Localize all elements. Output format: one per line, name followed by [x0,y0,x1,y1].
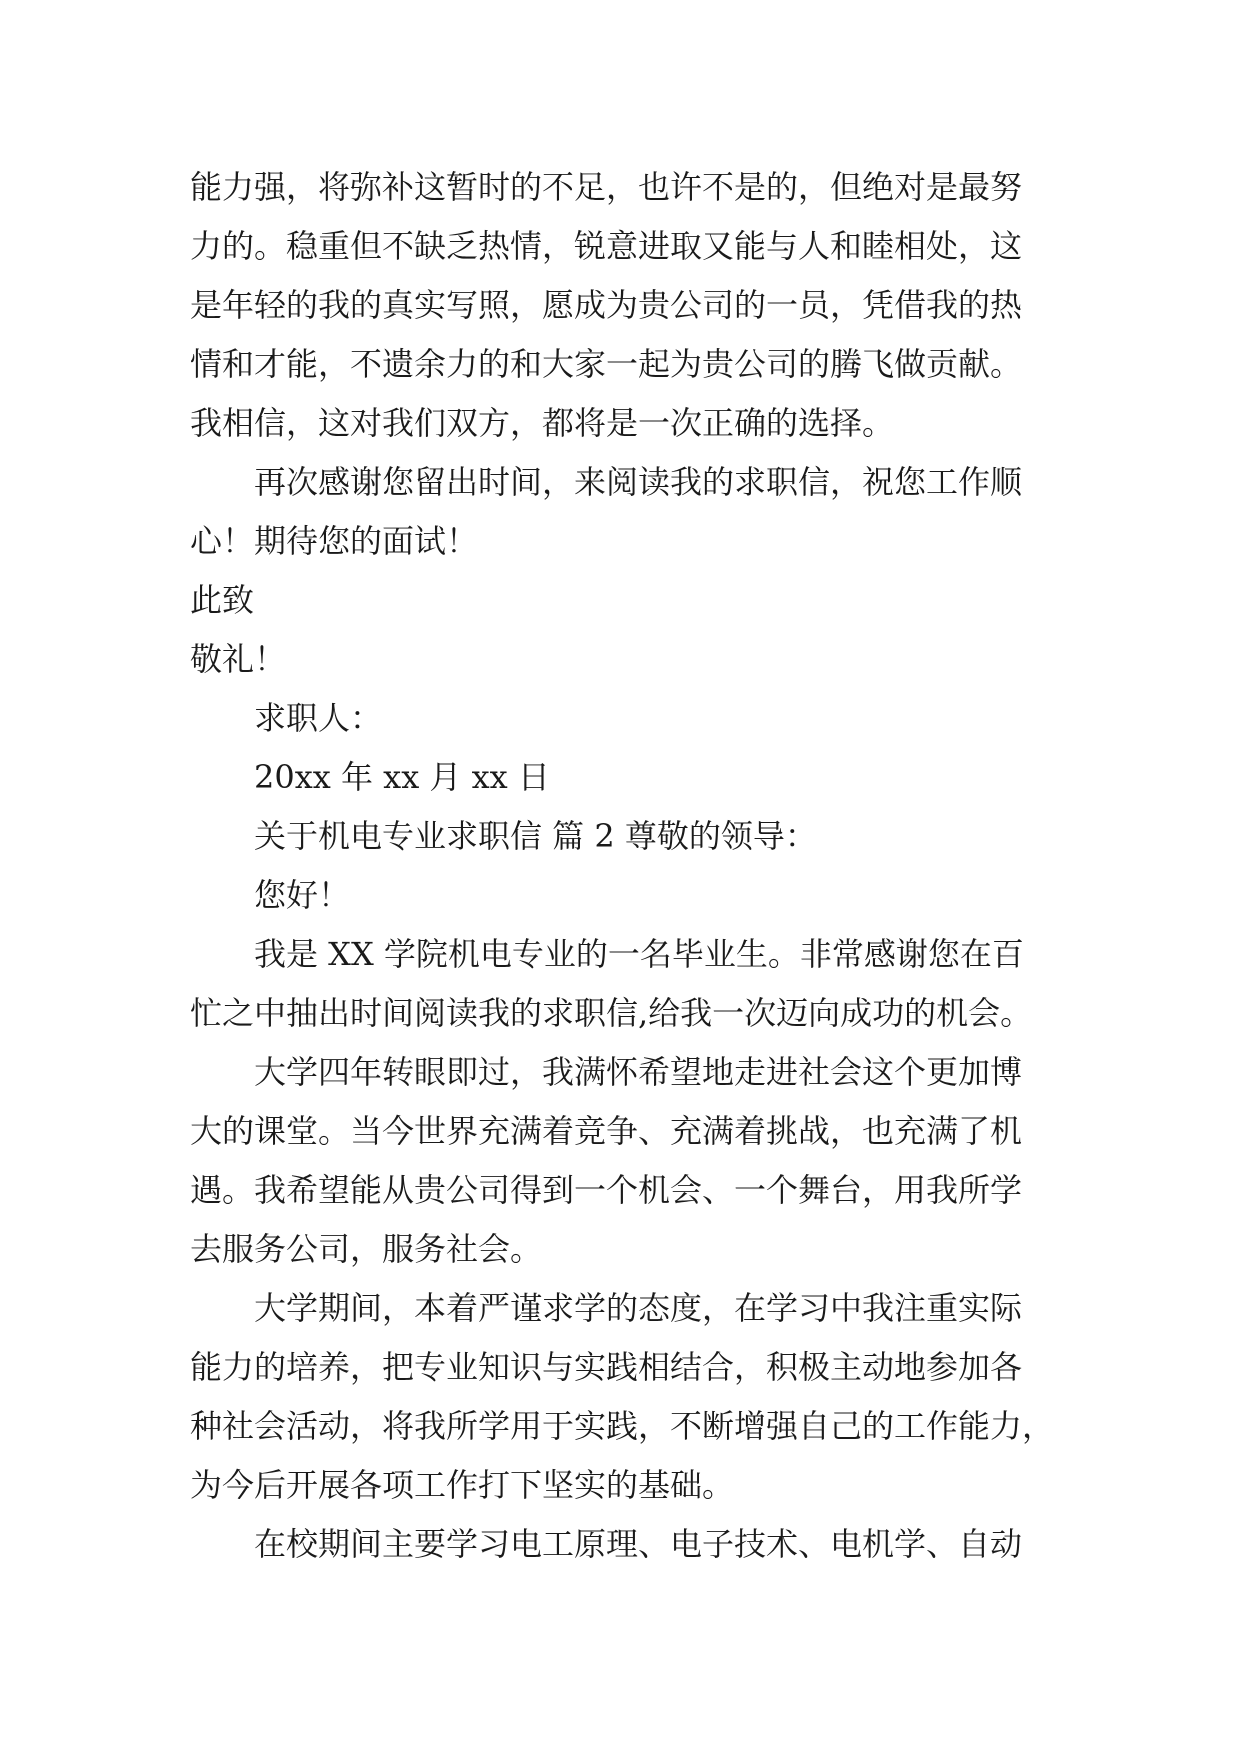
text-line: 敬礼！ [190,640,287,678]
text-line: 大学四年转眼即过，我满怀希望地走进社会这个更加博 [254,1053,1023,1091]
text-line: 此致 [190,581,255,619]
text-line: 遇。我希望能从贵公司得到一个机会、一个舞台，用我所学 [190,1171,1023,1209]
text-line: 能力强，将弥补这暂时的不足，也许不是的，但绝对是最努 [190,168,1023,206]
text-line: 为今后开展各项工作打下坚实的基础。 [190,1466,735,1504]
text-line: 种社会活动，将我所学用于实践，不断增强自己的工作能力， [190,1407,1055,1445]
text-line: 能力的培养，把专业知识与实践相结合，积极主动地参加各 [190,1348,1023,1386]
text-line: 我是 XX 学院机电专业的一名毕业生。非常感谢您在百 [254,935,1024,973]
letter-body [190,158,1070,1574]
text-line: 您好！ [254,876,351,914]
text-line: 我相信，这对我们双方，都将是一次正确的选择。 [190,404,895,442]
text-line: 是年轻的我的真实写照，愿成为贵公司的一员，凭借我的热 [190,286,1023,324]
text-line: 大的课堂。当今世界充满着竞争、充满着挑战，也充满了机 [190,1112,1023,1150]
text-line: 情和才能，不遗余力的和大家一起为贵公司的腾飞做贡献。 [190,345,1023,383]
text-line: 心！期待您的面试！ [190,522,479,560]
text-line: 求职人： [254,699,383,737]
text-line: 大学期间，本着严谨求学的态度，在学习中我注重实际 [254,1289,1023,1327]
text-line: 再次感谢您留出时间，来阅读我的求职信，祝您工作顺 [254,463,1023,501]
text-line: 去服务公司，服务社会。 [190,1230,543,1268]
text-line: 力的。稳重但不缺乏热情，锐意进取又能与人和睦相处，这 [190,227,1023,265]
text-line: 在校期间主要学习电工原理、电子技术、电机学、自动 [254,1525,1023,1563]
text-line: 忙之中抽出时间阅读我的求职信,给我一次迈向成功的机会。 [190,994,1033,1032]
text-line: 20xx 年 xx 月 xx 日 [254,758,550,796]
text-line: 关于机电专业求职信 篇 2 尊敬的领导： [254,817,817,855]
